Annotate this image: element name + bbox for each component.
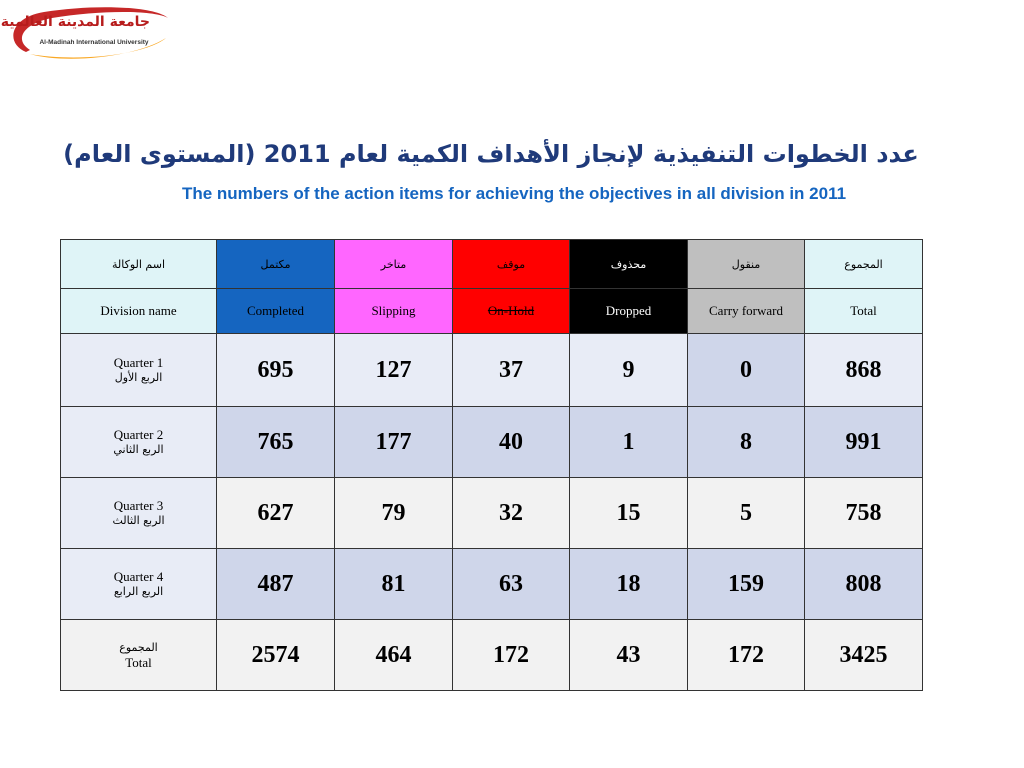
cell-dropped: 1 (570, 407, 688, 478)
row-label (61, 620, 217, 691)
row-label (61, 478, 217, 549)
action-items-table (60, 239, 923, 691)
header-division-en: Division name (61, 289, 217, 334)
header-carry-ar: منقول (688, 240, 805, 289)
header-total-ar: المجموع (805, 240, 923, 289)
cell-slipping: 127 (335, 334, 453, 407)
university-logo (0, 4, 172, 62)
cell-total: 991 (805, 407, 923, 478)
table-row-quarter-2 (61, 407, 923, 478)
cell-slipping: 464 (335, 620, 453, 691)
row-label-ar: الربع الثالث (112, 514, 165, 527)
header-slipping-ar: متاخر (335, 240, 453, 289)
cell-completed: 627 (217, 478, 335, 549)
row-label (61, 334, 217, 407)
cell-completed: 2574 (217, 620, 335, 691)
title-english: The numbers of the action items for achieving the objectives in all division in 2011 (181, 184, 847, 203)
header-carry-en: Carry forward (688, 289, 805, 334)
cell-total: 808 (805, 549, 923, 620)
row-label-ar: المجموع (119, 641, 158, 654)
header-division-ar: اسم الوكالة (61, 240, 217, 289)
cell-carry: 5 (688, 478, 805, 549)
row-label-ar: الربع الرابع (113, 585, 164, 598)
cell-carry: 159 (688, 549, 805, 620)
header-total-en: Total (805, 289, 923, 334)
cell-total: 868 (805, 334, 923, 407)
cell-dropped: 18 (570, 549, 688, 620)
cell-carry: 8 (688, 407, 805, 478)
cell-completed: 695 (217, 334, 335, 407)
cell-onhold: 172 (453, 620, 570, 691)
header-completed-ar: مكتمل (217, 240, 335, 289)
title-arabic: عدد الخطوات التنفيذية لإنجاز الأهداف الكمية لعام 2011 (المستوى العام) (63, 140, 919, 168)
cell-slipping: 79 (335, 478, 453, 549)
cell-onhold: 37 (453, 334, 570, 407)
header-onhold-ar: موقف (453, 240, 570, 289)
cell-onhold: 40 (453, 407, 570, 478)
cell-onhold: 32 (453, 478, 570, 549)
cell-dropped: 9 (570, 334, 688, 407)
header-dropped-en: Dropped (570, 289, 688, 334)
row-label (61, 407, 217, 478)
logo-english-text: Al-Madinah International University (39, 39, 149, 46)
header-slipping-en: Slipping (335, 289, 453, 334)
header-completed-en: Completed (217, 289, 335, 334)
row-label-ar: الربع الأول (114, 371, 163, 384)
row-label-en: Quarter 3 (113, 498, 164, 513)
table-row-quarter-3 (61, 478, 923, 549)
table-row-quarter-1 (61, 334, 923, 407)
header-dropped-ar: محذوف (570, 240, 688, 289)
row-label-en: Quarter 1 (113, 355, 164, 370)
cell-completed: 487 (217, 549, 335, 620)
cell-dropped: 15 (570, 478, 688, 549)
header-onhold-en (453, 289, 570, 334)
row-label-ar: الربع الثاني (113, 443, 164, 456)
cell-dropped: 43 (570, 620, 688, 691)
header-onhold-en-text: On-Hold (487, 303, 535, 318)
logo-arabic-text: جامعة المدينة العالمية (0, 14, 150, 30)
header-row-english (61, 289, 923, 334)
cell-completed: 765 (217, 407, 335, 478)
cell-slipping: 81 (335, 549, 453, 620)
row-label-en: Quarter 2 (113, 427, 164, 442)
cell-onhold: 63 (453, 549, 570, 620)
cell-carry: 172 (688, 620, 805, 691)
header-row-arabic (61, 240, 923, 289)
row-label-en: Total (125, 655, 152, 670)
table-row-total (61, 620, 923, 691)
table-row-quarter-4 (61, 549, 923, 620)
cell-carry: 0 (688, 334, 805, 407)
cell-total: 758 (805, 478, 923, 549)
cell-total: 3425 (805, 620, 923, 691)
logo-swoosh-icon (0, 4, 172, 62)
row-label-en: Quarter 4 (113, 569, 164, 584)
cell-slipping: 177 (335, 407, 453, 478)
row-label (61, 549, 217, 620)
